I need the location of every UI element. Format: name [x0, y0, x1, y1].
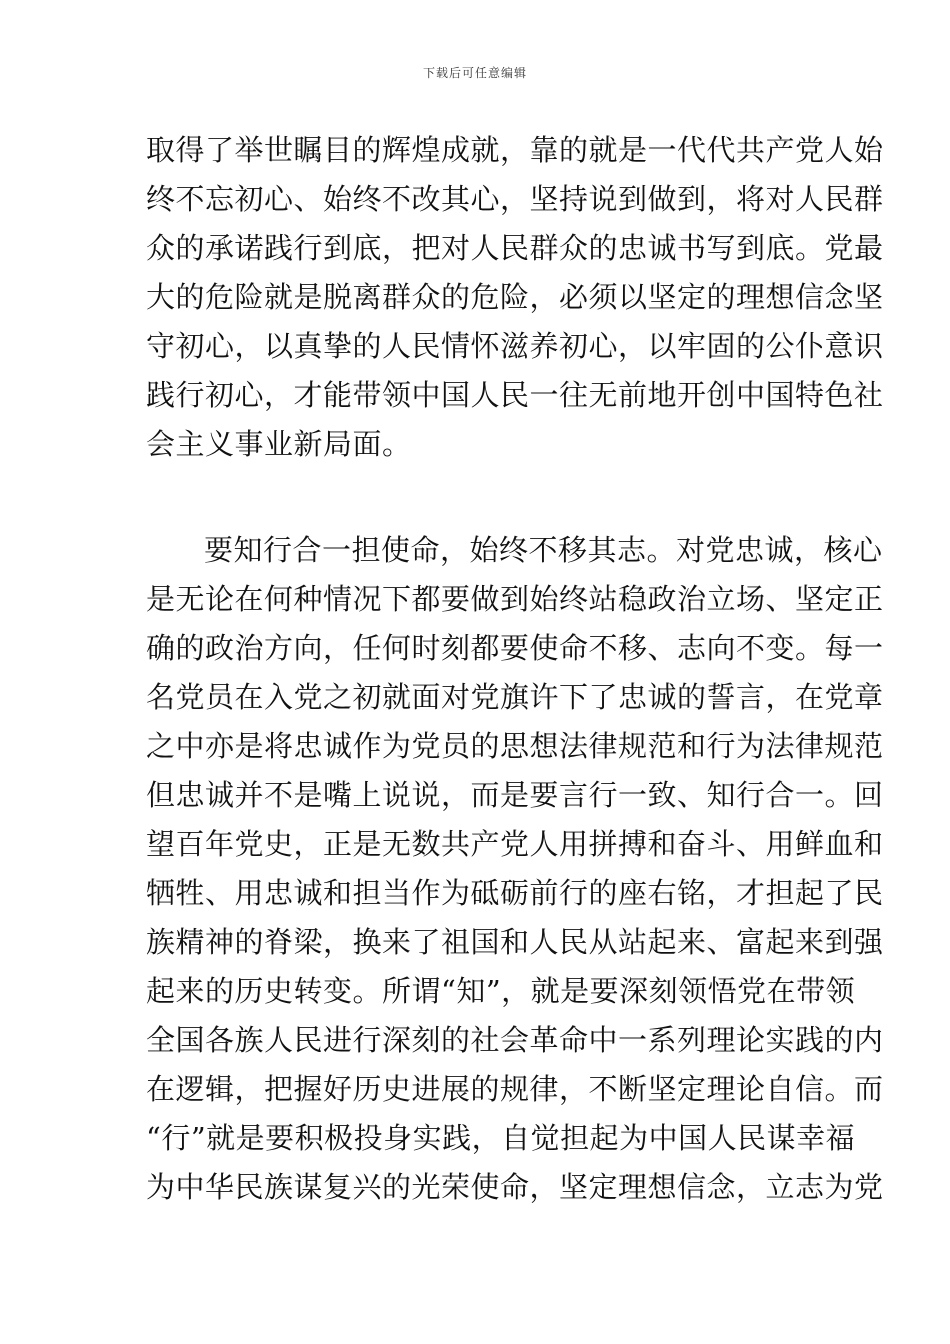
text-line: 牺牲、用忠诚和担当作为砥砺前行的座右铭，才担起了民: [146, 876, 884, 910]
text-line: 取得了举世瞩目的辉煌成就，靠的就是一代代共产党人始: [146, 133, 884, 167]
text-line: 名党员在入党之初就面对党旗许下了忠诚的誓言，在党章: [146, 680, 884, 714]
text-line: 族精神的脊梁，换来了祖国和人民从站起来、富起来到强: [146, 925, 884, 959]
text-line: 之中亦是将忠诚作为党员的思想法律规范和行为法律规范: [146, 729, 884, 763]
text-line: 望百年党史，正是无数共产党人用拼搏和奋斗、用鲜血和: [146, 827, 884, 861]
text-line: 众的承诺践行到底，把对人民群众的忠诚书写到底。党最: [146, 231, 884, 265]
text-line: 践行初心，才能带领中国人民一往无前地开创中国特色社: [146, 378, 884, 412]
text-line: 全国各族人民进行深刻的社会革命中一系列理论实践的内: [146, 1023, 884, 1057]
text-line: 确的政治方向，任何时刻都要使命不移、志向不变。每一: [146, 631, 884, 665]
text-line: 但忠诚并不是嘴上说说，而是要言行一致、知行合一。回: [146, 778, 884, 812]
text-line: 守初心，以真挚的人民情怀滋养初心，以牢固的公仆意识: [146, 329, 884, 363]
paragraph-1: [146, 126, 884, 469]
page-header-note: 下载后可任意编辑: [422, 66, 527, 80]
text-line: 在逻辑，把握好历史进展的规律，不断坚定理论自信。而: [146, 1072, 884, 1106]
text-line: 为中华民族谋复兴的光荣使命，坚定理想信念，立志为党: [146, 1170, 884, 1204]
text-line: 会主义事业新局面。: [146, 427, 412, 461]
paragraph-2: [146, 526, 884, 1212]
text-line: 是无论在何种情况下都要做到始终站稳政治立场、坚定正: [146, 582, 884, 616]
text-line: 大的危险就是脱离群众的危险，必须以坚定的理想信念坚: [146, 280, 884, 314]
text-line: “行”就是要积极投身实践，自觉担起为中国人民谋幸福: [146, 1121, 856, 1155]
text-line-indented: 要知行合一担使命，始终不移其志。对党忠诚，核心: [204, 533, 883, 567]
text-line: 起来的历史转变。所谓“知”，就是要深刻领悟党在带领: [146, 974, 856, 1008]
text-line: 终不忘初心、始终不改其心，坚持说到做到，将对人民群: [146, 182, 884, 216]
